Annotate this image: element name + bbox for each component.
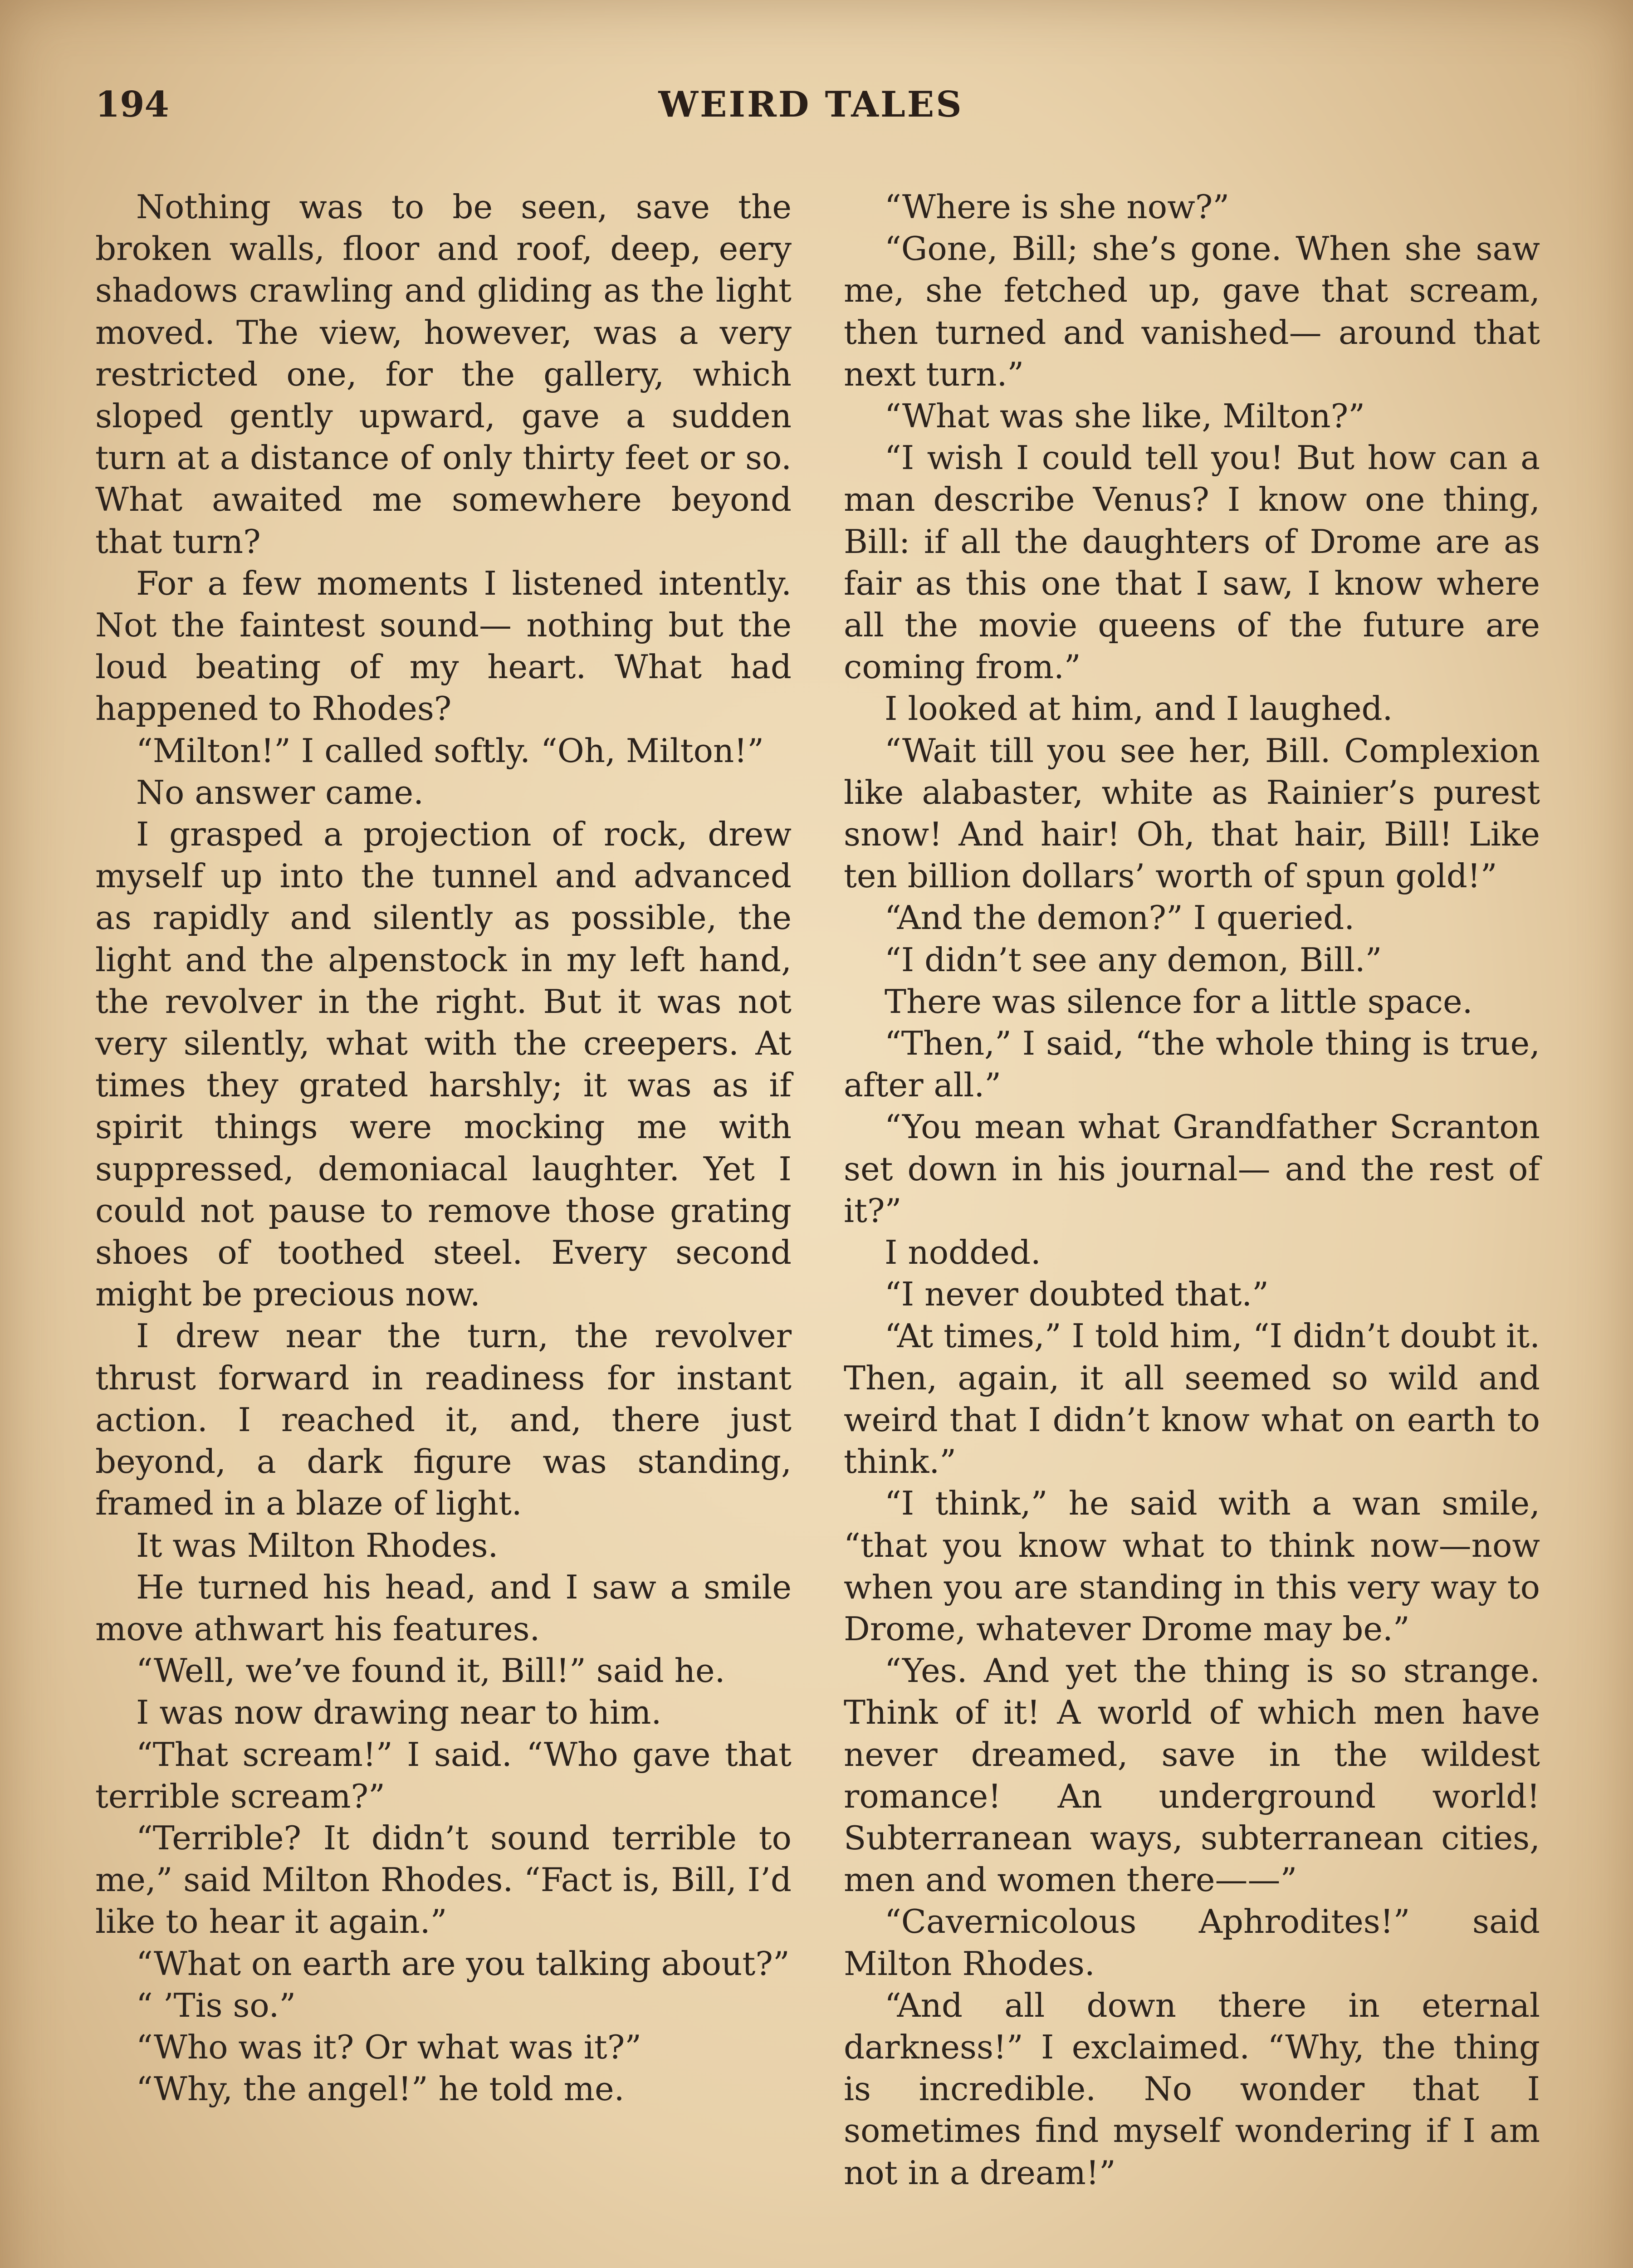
right-column bbox=[844, 186, 1540, 2194]
paragraph: “Yes. And yet the thing is so strange. Think of it! A world of which men have never dreamed, save in the wildest romance! An underground world! Subterranean ways, subterranean cities, men and women there——” bbox=[844, 1652, 1540, 1899]
page-number: 194 bbox=[95, 84, 169, 125]
paragraph: “You mean what Grandfather Scranton set down in his journal— and the rest of it?” bbox=[844, 1108, 1540, 1230]
paragraph: “I never doubted that.” bbox=[885, 1275, 1269, 1314]
paragraph: “Why, the angel!” he told me. bbox=[136, 2070, 625, 2108]
paragraph: “Then,” I said, “the whole thing is true, after all.” bbox=[844, 1024, 1540, 1105]
paragraph: I looked at him, and I laughed. bbox=[885, 689, 1393, 728]
paragraph: I nodded. bbox=[885, 1233, 1041, 1272]
paragraph: “Milton!” I called softly. “Oh, Milton!” bbox=[136, 731, 764, 770]
left-column bbox=[95, 186, 792, 2110]
paragraph: “That scream!” I said. “Who gave that terrible scream?” bbox=[95, 1735, 792, 1815]
paragraph: “What on earth are you talking about?” bbox=[136, 1944, 790, 1983]
paragraph: It was Milton Rhodes. bbox=[136, 1526, 499, 1564]
paragraph: There was silence for a little space. bbox=[885, 982, 1473, 1021]
paragraph: “ ’Tis so.” bbox=[136, 1986, 296, 2024]
paragraph: “I wish I could tell you! But how can a man describe Venus? I know one thing, Bill: if all the daughters of Drome are as fair as this one that I saw, I know where all the movie queens of the future are coming from.” bbox=[844, 439, 1540, 686]
paragraph: “What was she like, Milton?” bbox=[885, 397, 1365, 435]
paragraph: I drew near the turn, the revolver thrust forward in readiness for instant action. I reached it, and, there just beyond, a dark figure was standing, framed in a blaze of light. bbox=[95, 1317, 792, 1523]
paragraph: “And the demon?” I queried. bbox=[885, 899, 1355, 937]
paragraph: “Wait till you see her, Bill. Complexion like alabaster, white as Rainier’s purest snow! And hair! Oh, that hair, Bill! Like ten billion dollars’ worth of spun gold!” bbox=[844, 731, 1540, 895]
paragraph: “Terrible? It didn’t sound terrible to me,” said Milton Rhodes. “Fact is, Bill, I’d like to hear it again.” bbox=[95, 1818, 792, 1941]
running-title: WEIRD TALES bbox=[658, 84, 963, 125]
paragraph: Nothing was to be seen, save the broken walls, floor and roof, deep, eery shadows crawling and gliding as the light moved. The view, however, was a very restricted one, for the gallery, which sloped gently upward, gave a sudden turn at a distance of only thirty feet or so. What awaited me somewhere beyond that turn? bbox=[95, 188, 792, 561]
paragraph: “Cavernicolous Aphrodites!” said Milton Rhodes. bbox=[844, 1902, 1540, 1983]
paragraph: I grasped a projection of rock, drew myself up into the tunnel and advanced as rapidly and silently as possible, the light and the alpenstock in my left hand, the revolver in the right. But it was not very silently, what with the creepers. At times they grated harshly; it was as if spirit things were mocking me with suppressed, demoniacal laughter. Yet I could not pause to remove those grating shoes of toothed steel. Every second might be precious now. bbox=[95, 815, 792, 1314]
page-header bbox=[95, 84, 1526, 138]
paragraph: For a few moments I listened intently. Not the faintest sound— nothing but the loud beating of my heart. What had happened to Rhodes? bbox=[95, 564, 792, 728]
paragraph: “I didn’t see any demon, Bill.” bbox=[885, 940, 1382, 979]
paragraph: “Gone, Bill; she’s gone. When she saw me, she fetched up, gave that scream, then turned and vanished— around that next turn.” bbox=[844, 230, 1540, 393]
paragraph: “I think,” he said with a wan smile, “that you know what to think now—now when you are standing in this very way to Drome, whatever Drome may be.” bbox=[844, 1484, 1540, 1648]
paragraph: I was now drawing near to him. bbox=[136, 1693, 662, 1732]
paragraph: He turned his head, and I saw a smile move athwart his features. bbox=[95, 1568, 792, 1648]
paragraph: “Well, we’ve found it, Bill!” said he. bbox=[136, 1652, 725, 1690]
paragraph: “Who was it? Or what was it?” bbox=[136, 2028, 642, 2066]
paragraph: No answer came. bbox=[136, 773, 424, 811]
paragraph: “At times,” I told him, “I didn’t doubt it. Then, again, it all seemed so wild and weird that I didn’t know what on earth to think.” bbox=[844, 1317, 1540, 1481]
paragraph: “And all down there in eternal darkness!” I exclaimed. “Why, the thing is incredible. No wonder that I sometimes find myself wondering if I am not in a dream!” bbox=[844, 1986, 1540, 2192]
paragraph: “Where is she now?” bbox=[885, 188, 1230, 226]
